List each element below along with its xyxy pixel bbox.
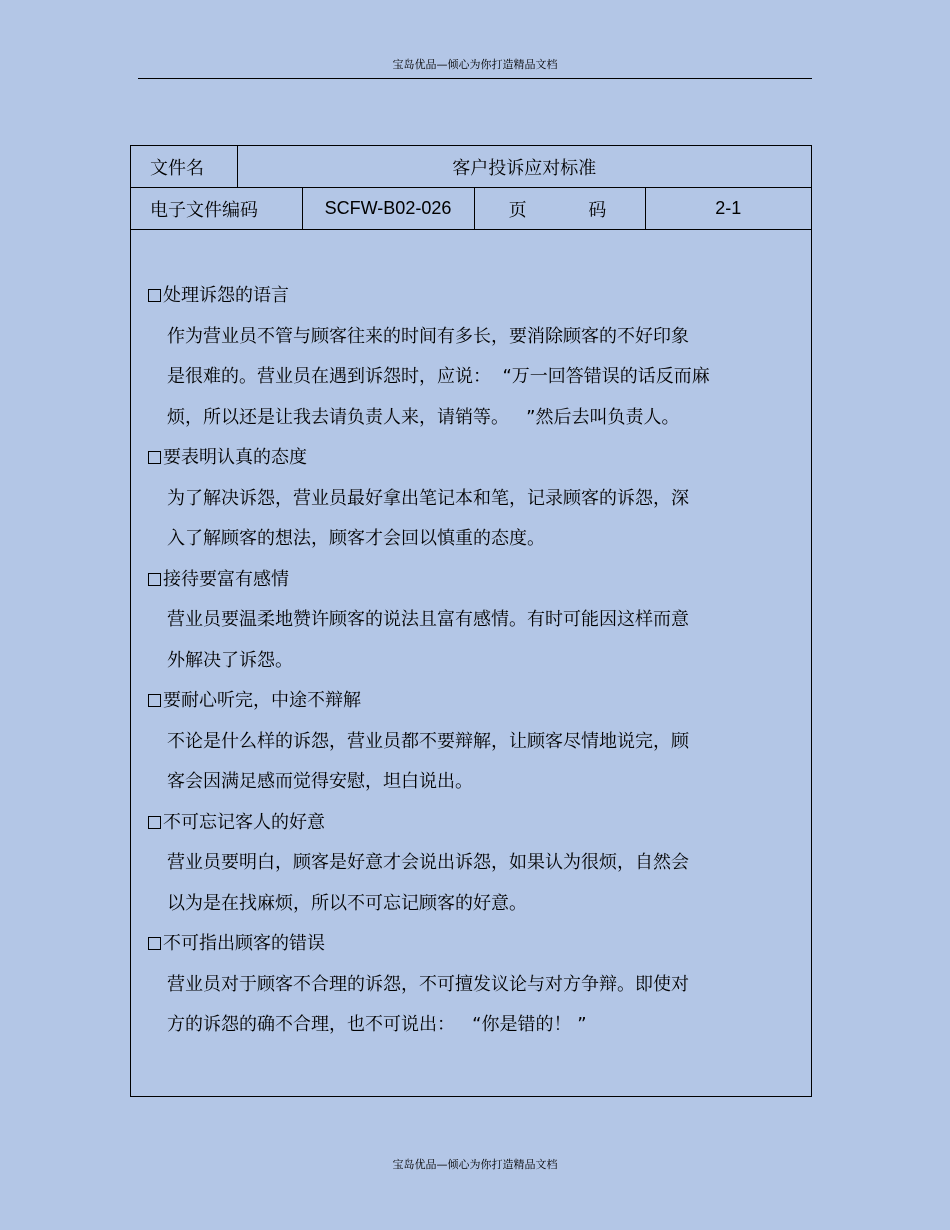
paragraph-line: 入了解顾客的想法，顾客才会回以慎重的态度。 — [167, 528, 545, 549]
file-name-label: 文件名 — [131, 146, 237, 188]
file-name-value: 客户投诉应对标准 — [237, 146, 811, 188]
section-title: 接待要富有感情 — [163, 568, 289, 590]
checkbox-icon — [148, 694, 161, 707]
code-value: SCFW-B02-026 — [302, 188, 474, 230]
header-rule — [138, 78, 812, 79]
page-footer: 宝岛优品—倾心为你打造精品文档 — [392, 1158, 558, 1171]
paragraph-line: 方的诉怨的确不合理，也不可说出： “你是错的！ ” — [167, 1014, 587, 1035]
paragraph-line: 以为是在找麻烦，所以不可忘记顾客的好意。 — [167, 892, 527, 914]
paragraph-line: 营业员要温柔地赞许顾客的说法且富有感情。有时可能因这样而意 — [167, 609, 689, 630]
page-header: 宝岛优品—倾心为你打造精品文档 — [392, 58, 558, 71]
checkbox-icon — [148, 451, 161, 464]
section-heading — [148, 276, 798, 317]
paragraph-line: 作为营业员不管与顾客往来的时间有多长，要消除顾客的不好印象 — [167, 325, 689, 347]
section-emotion — [148, 560, 798, 682]
section-language — [148, 276, 798, 438]
document-box — [130, 145, 812, 1097]
section-title: 要表明认真的态度 — [163, 447, 307, 468]
code-label: 电子文件编码 — [131, 188, 302, 230]
page-value: 2-1 — [645, 188, 811, 230]
document-meta-table — [131, 146, 811, 230]
paragraph-line: 营业员对于顾客不合理的诉怨，不可擅发议论与对方争辩。即使对 — [167, 973, 689, 995]
section-heading — [148, 438, 798, 479]
paragraph-line: 烦，所以还是让我去请负责人来，请销等。 ”然后去叫负责人。 — [167, 406, 680, 428]
checkbox-icon — [148, 937, 161, 950]
paragraph-line: 为了解决诉怨，营业员最好拿出笔记本和笔，记录顾客的诉怨，深 — [167, 487, 689, 509]
section-heading — [148, 803, 798, 844]
section-title: 处理诉怨的语言 — [163, 285, 289, 306]
paragraph-line: 客会因满足感而觉得安慰，坦白说出。 — [167, 771, 473, 792]
paragraph-line: 营业员要明白，顾客是好意才会说出诉怨，如果认为很烦，自然会 — [167, 852, 689, 873]
paragraph-line: 外解决了诉怨。 — [167, 649, 293, 671]
section-heading — [148, 924, 798, 965]
section-heading — [148, 560, 798, 601]
section-title: 不可忘记客人的好意 — [163, 811, 325, 833]
meta-row-file-name — [131, 146, 811, 188]
checkbox-icon — [148, 573, 161, 586]
paragraph-line: 是很难的。营业员在遇到诉怨时，应说： “万一回答错误的话反而麻 — [167, 366, 710, 387]
section-no-blame — [148, 924, 798, 1046]
meta-row-code — [131, 188, 811, 230]
document-content — [148, 276, 798, 1046]
section-heading — [148, 681, 798, 722]
section-title: 不可指出顾客的错误 — [163, 933, 325, 954]
section-title: 要耐心听完，中途不辩解 — [163, 690, 361, 711]
page-label: 页 码 — [474, 188, 645, 230]
section-goodwill — [148, 803, 798, 925]
section-patience — [148, 681, 798, 803]
checkbox-icon — [148, 816, 161, 829]
paragraph-line: 不论是什么样的诉怨，营业员都不要辩解，让顾客尽情地说完，顾 — [167, 730, 689, 752]
section-attitude — [148, 438, 798, 560]
checkbox-icon — [148, 289, 161, 302]
